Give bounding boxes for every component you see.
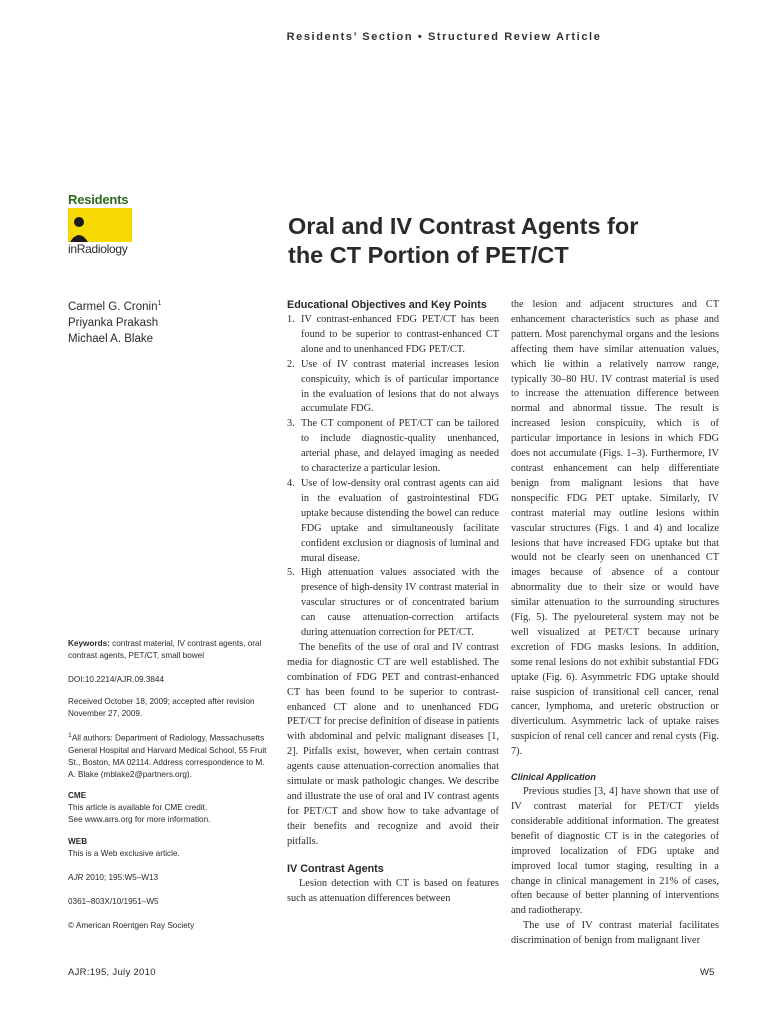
copyright: © American Roentgen Ray Society (68, 921, 195, 930)
author-name: Carmel G. Cronin$^1$ (68, 300, 162, 313)
list-item: 5. High attenuation values associated with the presence of high-density IV contrast material in vascular structures or of concentrated barium can cause attenuation-correction artifacts during attenuation correction for PET/CT. (287, 567, 499, 639)
doi: DOI:10.2214/AJR.09.3844 (68, 675, 165, 684)
body-column-1 (287, 298, 499, 906)
list-item: 1. IV contrast-enhanced FDG PET/CT has been found to be superior to contrast-enhanced CT alone and to unenhanced FDG PET/CT. (287, 314, 499, 355)
keywords: Keywords: contrast material, IV contrast agents, oral contrast agents, PET/CT, small bowel (68, 639, 262, 660)
web-info: WEB This is a Web exclusive article. (68, 837, 180, 858)
iv-contrast-heading: IV Contrast Agents (287, 862, 384, 875)
cme-info: CME This article is available for CME credit. See www.arrs.org for more information. (68, 791, 211, 824)
body-column-2 (511, 298, 719, 949)
author-name: Priyanka Prakash (68, 316, 159, 329)
liver-paragraph: The use of IV contrast material facilitates discrimination of benign from malignant liver (511, 920, 719, 947)
footer-page-number: W5 (700, 967, 715, 978)
article-title (288, 212, 728, 270)
objectives-list (287, 313, 499, 641)
iv-paragraph: Lesion detection with CT is based on features such as attenuation differences between (287, 877, 499, 904)
issn: 0361–803X/10/1951–W5 (68, 897, 159, 906)
author-list (68, 296, 161, 347)
running-header: Residents’ Section • Structured Review Article (286, 31, 602, 43)
citation: AJR 2010; 195:W5–W13 (68, 873, 159, 882)
author-name: Michael A. Blake (68, 332, 154, 345)
author-affiliation: $^1$All authors: Department of Radiology, Massachusetts General Hospital and Harvard Medical School, 55 Fruit St., Boston, MA 02114. Address correspondence to M. A. Blake (mblake2@partners.org). (68, 732, 267, 779)
residents-logo (68, 192, 138, 264)
logo-figure-icon (68, 208, 132, 242)
article-metadata (68, 638, 268, 938)
article-title-line2: the CT Portion of PET/CT (288, 242, 569, 268)
footer-journal: AJR:195, July 2010 (68, 967, 156, 978)
intro-paragraph: The benefits of the use of oral and IV contrast media for diagnostic CT are well established. The combination of FDG PET and contrast-enhanced CT has been found to be superior to contrast-enhanced CT alone and to unenhanced FDG PET/CT for precise definition of disease in patients with abdominal and pelvic malignant diseases [1, 2]. Pitfalls exist, however, when certain contrast agents cause attenuation-correction anomalies that simulate or mask pathologic changes. We describe and illustrate the use of oral and IV contrast agents for PET/CT and show how to take advantage of their benefits and recognize and avoid their pitfalls. (287, 641, 499, 847)
clinical-application-heading: Clinical Application (511, 772, 596, 783)
logo-word-inradiology: inRadiology (68, 242, 128, 256)
article-title-line1: Oral and IV Contrast Agents for (288, 213, 639, 239)
list-item: 3. The CT component of PET/CT can be tailored to include diagnostic-quality unenhanced, arterial phase, and delayed imaging as needed to characterize a particular lesion. (287, 418, 499, 475)
list-item: 4. Use of low-density oral contrast agents can aid in the evaluation of gastrointestinal FDG uptake because distending the bowel can reduce FDG uptake and simultaneously facilitate confident exclusion or diagnosis of luminal and mural disease. (287, 477, 499, 564)
list-item: 2. Use of IV contrast material increases lesion conspicuity, which is of particular importance in the evaluation of lesions that do not always accumulate FDG. (287, 358, 499, 415)
logo-word-residents: Residents (68, 192, 129, 207)
clinical-paragraph: Previous studies [3, 4] have shown that use of IV contrast material for PET/CT yields considerable additional information. The greatest benefit of diagnostic CT is in the categories of improved localization of FDG uptake and improved local tumor staging, resulting in a change in clinical management in 21% of cases, often because of better planning of interventions and radiotherapy. (511, 786, 719, 917)
objectives-heading: Educational Objectives and Key Points (287, 299, 487, 311)
received-dates: Received October 18, 2009; accepted after revision November 27, 2009. (68, 697, 255, 718)
lesion-paragraph: the lesion and adjacent structures and CT enhancement characteristics such as phase and pattern. Most parenchymal organs and the lesions affecting them have similar attenuation values, which lie within a relatively narrow range, typically 30–80 HU. IV contrast material is used to increase the attenuation difference between normal and abnormal tissue. The result is increased lesion conspicuity, which is of particular importance in lesions in which FDG does not accumulate (Figs. 1–3). Furthermore, IV contrast enhancement can help differentiate benign from malignant lesions that have nonspecific FDG PET uptake. Similarly, IV contrast material may outline lesions within vascular structures (Figs. 1 and 4) and localize lesions that have increased FDG uptake but that would not be clearly seen on unenhanced CT images because of absence of a contour abnormality due to their size or would have similar attenuation to the surrounding structures (Fig. 5). The pyeloureteral system may not be well visualized at PET/CT because urinary excretion of FDG masks lesions. In addition, some renal lesions do not exhibit substantial FDG uptake (Fig. 6). Asymmetric FDG uptake should raise suspicion of transitional cell cancer, renal cancer, lymphoma, and ureteric obstruction or diverticulum. Asymmetric lack of uptake raises suspicion of renal cell cancer and renal cysts (Fig. 7). (511, 299, 719, 758)
